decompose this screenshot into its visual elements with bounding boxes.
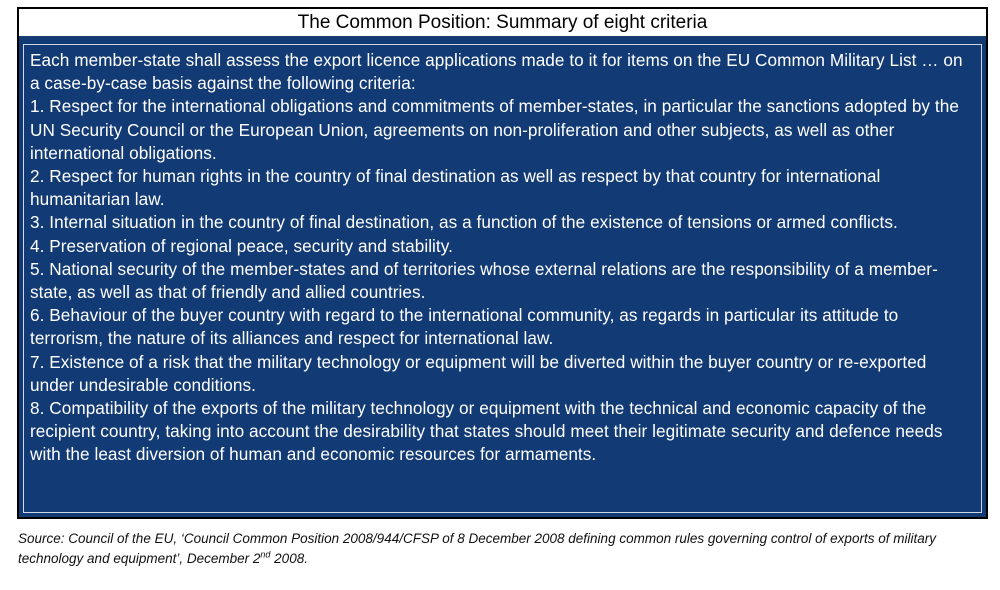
intro-paragraph: Each member-state shall assess the export licence applications made to it for items on the EU Common Military List … on a case-by-case basis against the following criteria: [30, 50, 963, 94]
source-text: Source: Council of the EU, ‘Council Common Position 2008/944/CFSP of 8 December 2008 defining common rules governing control of exports of military technology and equipment’, December 2 [18, 531, 936, 566]
criterion-1: 1. Respect for the international obligations and commitments of member-states, in particular the sanctions adopted by the UN Security Council or the European Union, agreements on non-proliferation and other subjects, as well as other international obligations. [30, 96, 959, 163]
source-note [18, 529, 993, 569]
criterion-4: 4. Preservation of regional peace, security and stability. [30, 235, 453, 256]
criterion-6: 6. Behaviour of the buyer country with regard to the international community, as regards in particular its attitude to terrorism, the nature of its alliances and respect for international law. [30, 305, 899, 349]
criterion-5: 5. National security of the member-states and of territories whose external relations are the responsibility of a member-state, as well as that of friendly and allied countries. [30, 258, 938, 303]
box-content [23, 44, 982, 513]
source-superscript: nd [260, 549, 271, 560]
criterion-7: 7. Existence of a risk that the military technology or equipment will be diverted within the buyer country or re-exported under undesirable conditions. [30, 351, 927, 395]
criterion-3: 3. Internal situation in the country of final destination, as a function of the existence of tensions or armed conflicts. [30, 212, 898, 233]
criteria-box [17, 7, 988, 519]
source-suffix: 2008. [270, 551, 308, 566]
box-title: The Common Position: Summary of eight criteria [19, 9, 986, 38]
criterion-2: 2. Respect for human rights in the country of final destination as well as respect by that country for international humanitarian law. [30, 166, 881, 210]
criterion-8: 8. Compatibility of the exports of the military technology or equipment with the technical and economic capacity of the recipient country, taking into account the desirability that states should meet their legitimate security and defence needs with the least diversion of human and economic resources for armaments. [30, 398, 943, 465]
